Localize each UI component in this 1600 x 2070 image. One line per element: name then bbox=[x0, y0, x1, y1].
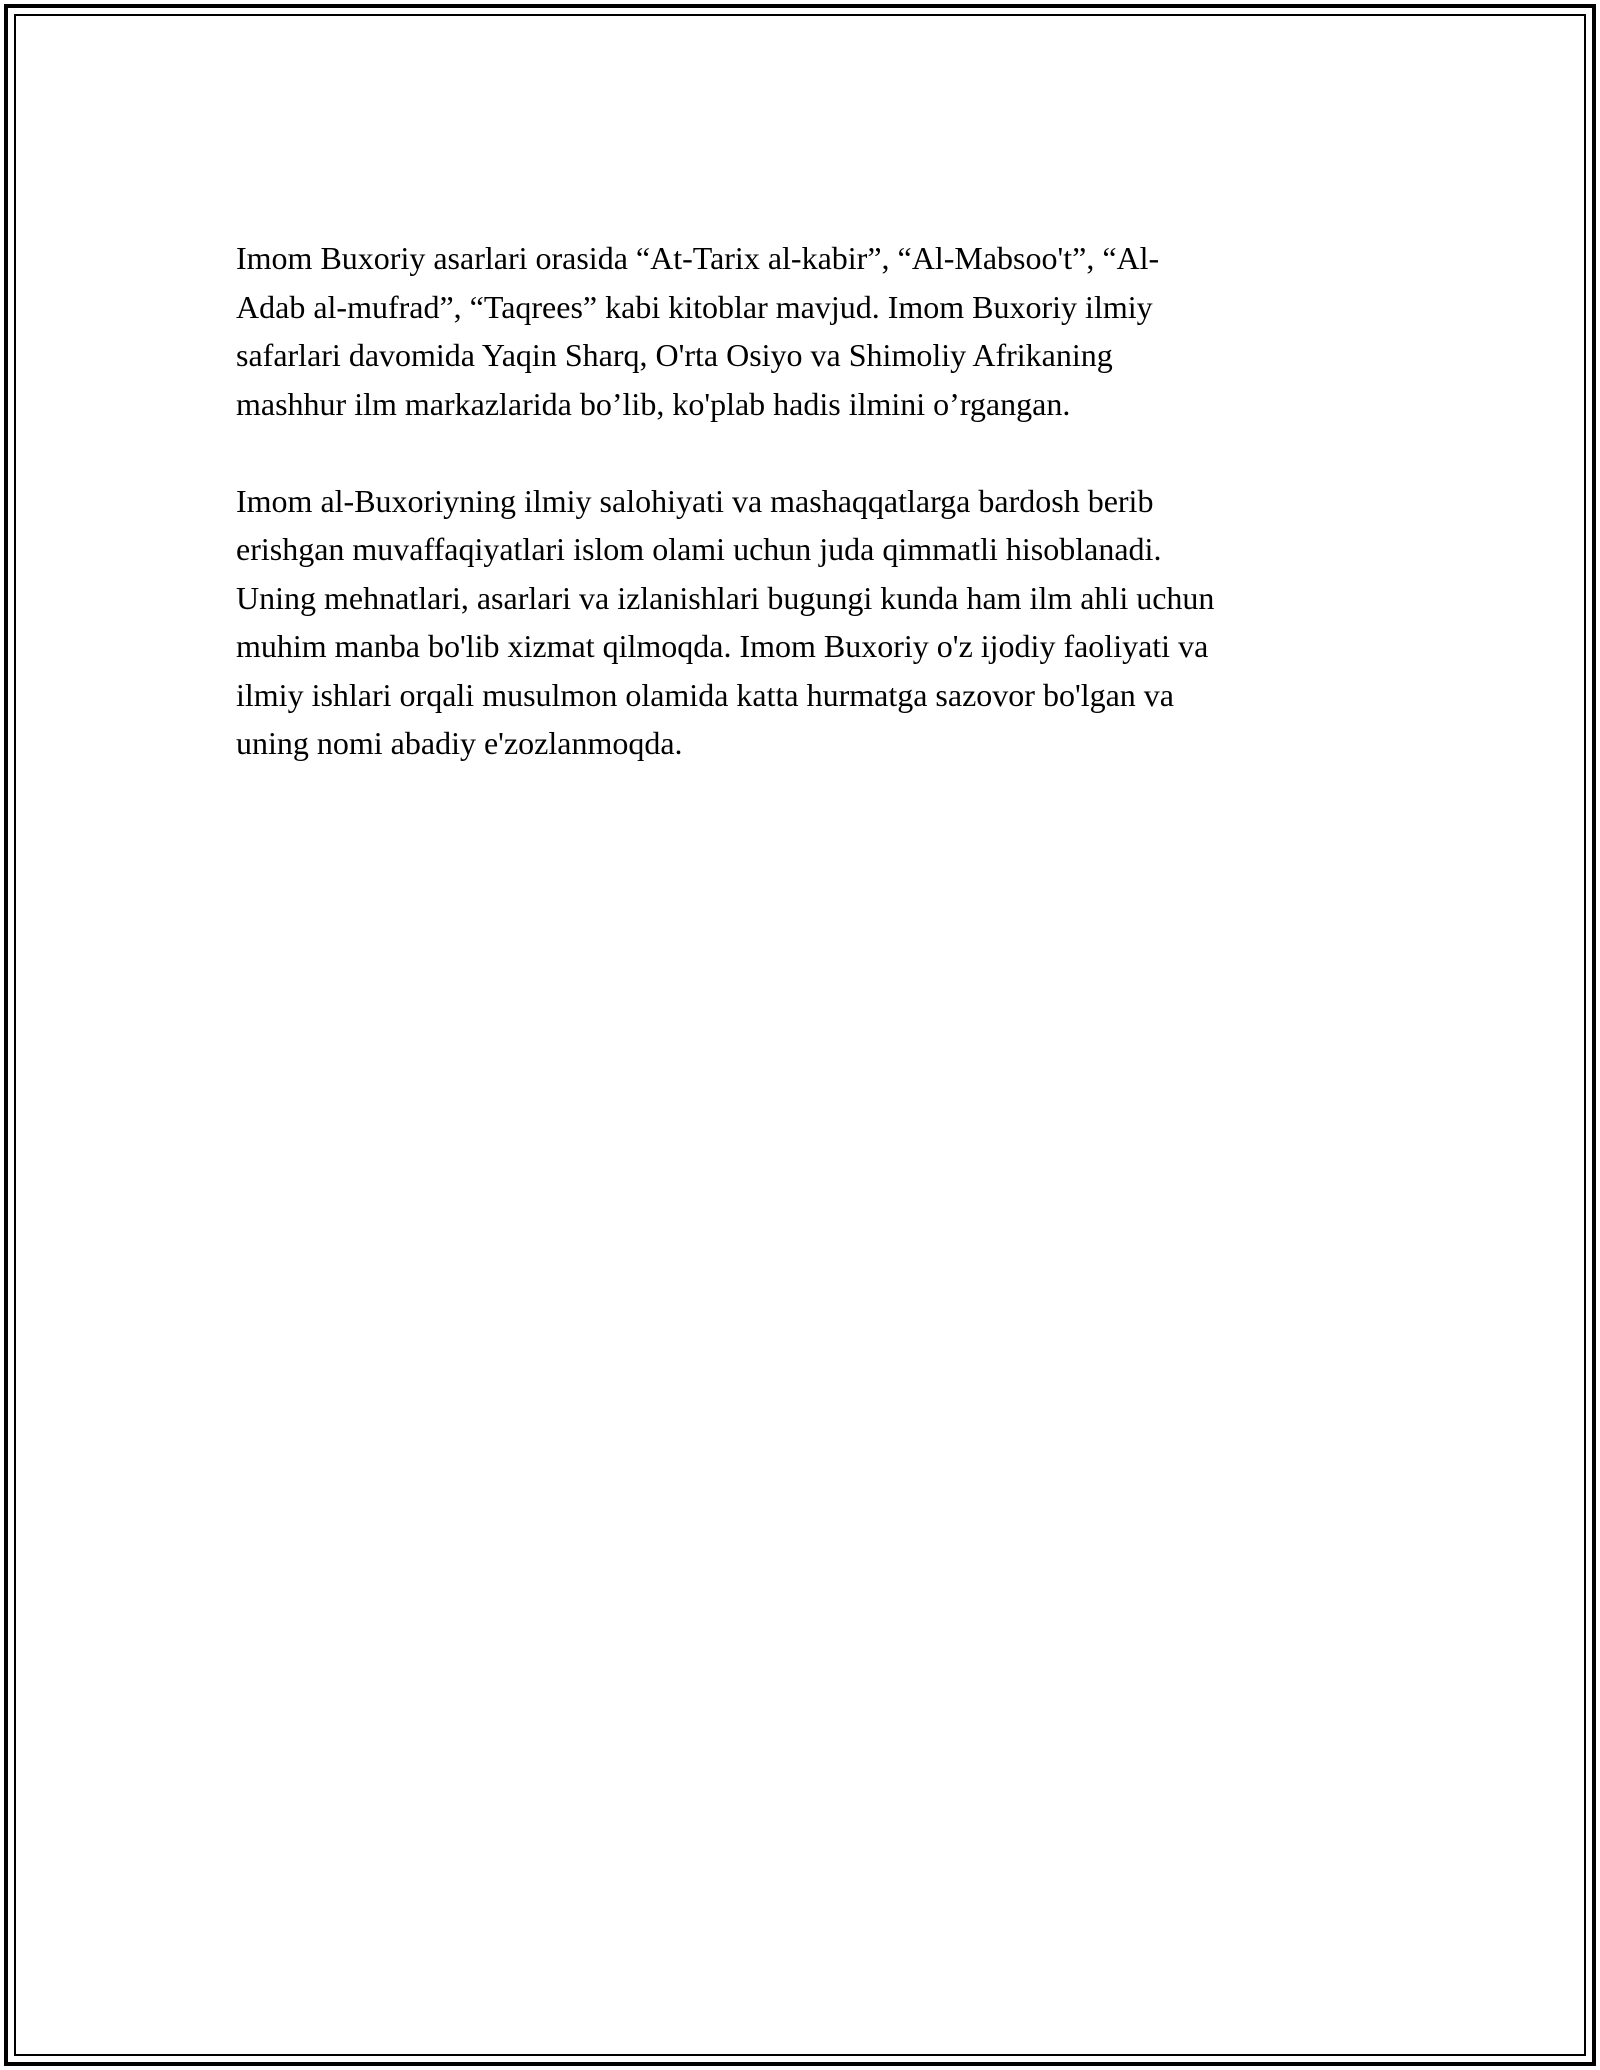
text-line: Imom al-Buxoriyning ilmiy salohiyati va mashaqqatlarga bardosh berib bbox=[236, 482, 1154, 519]
text-line: mashhur ilm markazlarida bo’lib, ko'plab hadis ilmini o’rgangan. bbox=[236, 385, 1071, 422]
document-body bbox=[236, 234, 1376, 768]
text-line: uning nomi abadiy e'zozlanmoqda. bbox=[236, 725, 683, 761]
paragraph-1 bbox=[236, 234, 1376, 428]
text-line: erishgan muvaffaqiyatlari islom olami uchun juda qimmatli hisoblanadi. bbox=[236, 531, 1162, 567]
text-line: Imom Buxoriy asarlari orasida “At-Tarix al-kabir”, “Al-Mabsoo't”, “Al- bbox=[236, 240, 1160, 276]
text-line: ilmiy ishlari orqali musulmon olamida katta hurmatga sazovor bo'lgan va bbox=[236, 676, 1174, 713]
text-line: Uning mehnatlari, asarlari va izlanishlari bugungi kunda ham ilm ahli uchun bbox=[236, 579, 1215, 616]
text-line: safarlari davomida Yaqin Sharq, O'rta Osiyo va Shimoliy Afrikaning bbox=[236, 337, 1113, 373]
text-line: Adab al-mufrad”, “Taqrees” kabi kitoblar mavjud. Imom Buxoriy ilmiy bbox=[236, 288, 1153, 325]
text-line: muhim manba bo'lib xizmat qilmoqda. Imom Buxoriy o'z ijodiy faoliyati va bbox=[236, 628, 1209, 664]
paragraph-2 bbox=[236, 477, 1376, 768]
